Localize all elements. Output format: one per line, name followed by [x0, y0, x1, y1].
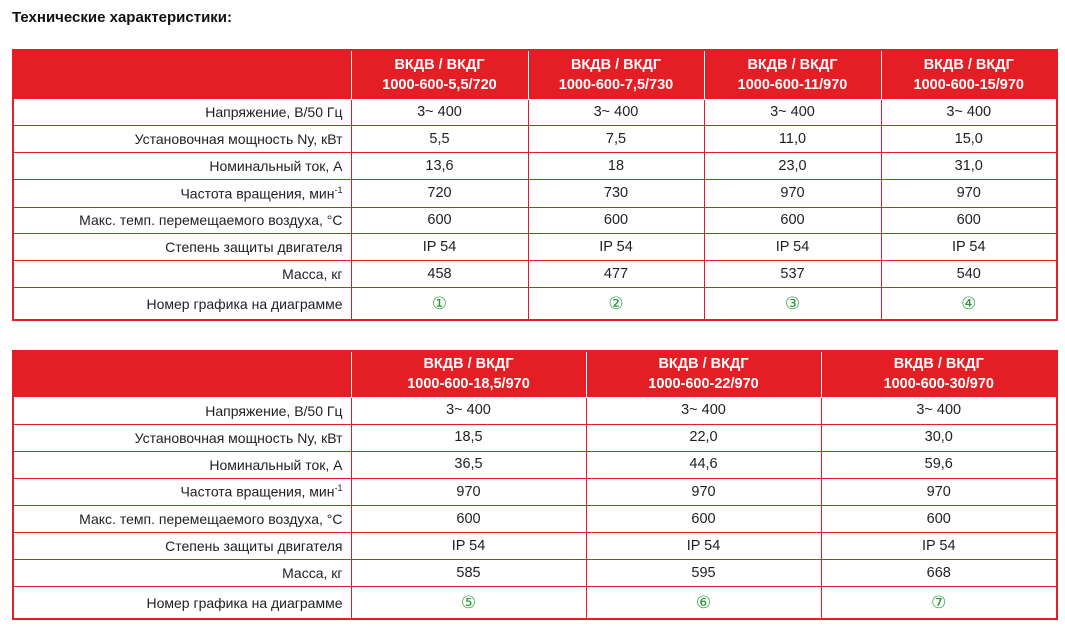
param-label: Номер графика на диаграмме [13, 587, 351, 619]
value-cell: IP 54 [704, 234, 881, 261]
param-label: Номер графика на диаграмме [13, 288, 351, 320]
param-label: Частота вращения, мин$^{-1}$ [13, 478, 351, 505]
row-current [13, 451, 1057, 478]
param-label: Макс. темп. перемещаемого воздуха, °C [13, 207, 351, 234]
header-corner-cell [13, 50, 351, 99]
value-cell: 600 [821, 505, 1057, 532]
value-cell: 3~ 400 [351, 397, 586, 424]
graph-number: ⑦ [821, 587, 1057, 619]
value-cell: 23,0 [704, 153, 881, 180]
row-current [13, 153, 1057, 180]
graph-number: ⑥ [586, 587, 821, 619]
rpm-superscript: -1 [334, 185, 343, 196]
param-label: Напряжение, В/50 Гц [13, 99, 351, 126]
graph-number: ③ [704, 288, 881, 320]
value-cell: 668 [821, 560, 1057, 587]
param-label: Макс. темп. перемещаемого воздуха, °C [13, 505, 351, 532]
graph-number: ② [528, 288, 704, 320]
rpm-superscript: -1 [334, 483, 343, 494]
header-row [13, 351, 1057, 397]
model-header: ВКДВ / ВКДГ 1000-600-15/970 [881, 50, 1057, 99]
value-cell: 600 [881, 207, 1057, 234]
graph-number: ⑤ [351, 587, 586, 619]
model-header: ВКДВ / ВКДГ 1000-600-18,5/970 [351, 351, 586, 397]
value-cell: IP 54 [351, 234, 528, 261]
value-cell: 11,0 [704, 126, 881, 153]
value-cell: 540 [881, 261, 1057, 288]
row-mass [13, 560, 1057, 587]
spec-table-2 [12, 350, 1058, 620]
value-cell: 44,6 [586, 451, 821, 478]
value-cell: 15,0 [881, 126, 1057, 153]
value-cell: 970 [351, 478, 586, 505]
value-cell: 600 [351, 207, 528, 234]
value-cell: 31,0 [881, 153, 1057, 180]
model-header: ВКДВ / ВКДГ 1000-600-30/970 [821, 351, 1057, 397]
value-cell: IP 54 [821, 533, 1057, 560]
row-max-temp [13, 505, 1057, 532]
graph-number: ① [351, 288, 528, 320]
model-header: ВКДВ / ВКДГ 1000-600-5,5/720 [351, 50, 528, 99]
param-label: Номинальный ток, А [13, 153, 351, 180]
value-cell: 3~ 400 [821, 397, 1057, 424]
value-cell: 3~ 400 [351, 99, 528, 126]
spec-table-1 [12, 49, 1058, 321]
value-cell: 3~ 400 [704, 99, 881, 126]
row-protection [13, 533, 1057, 560]
value-cell: 59,6 [821, 451, 1057, 478]
param-label: Степень защиты двигателя [13, 234, 351, 261]
graph-number: ④ [881, 288, 1057, 320]
header-corner-cell [13, 351, 351, 397]
value-cell: 5,5 [351, 126, 528, 153]
value-cell: 600 [704, 207, 881, 234]
row-protection [13, 234, 1057, 261]
value-cell: 600 [351, 505, 586, 532]
value-cell: IP 54 [351, 533, 586, 560]
row-power [13, 424, 1057, 451]
model-header: ВКДВ / ВКДГ 1000-600-7,5/730 [528, 50, 704, 99]
value-cell: 18,5 [351, 424, 586, 451]
row-rpm [13, 478, 1057, 505]
row-voltage [13, 99, 1057, 126]
model-header: ВКДВ / ВКДГ 1000-600-22/970 [586, 351, 821, 397]
param-label: Установочная мощность Ny, кВт [13, 424, 351, 451]
value-cell: 3~ 400 [528, 99, 704, 126]
param-label: Масса, кг [13, 560, 351, 587]
value-cell: IP 54 [586, 533, 821, 560]
value-cell: 36,5 [351, 451, 586, 478]
value-cell: 13,6 [351, 153, 528, 180]
param-label: Напряжение, В/50 Гц [13, 397, 351, 424]
row-graph-number [13, 288, 1057, 320]
value-cell: 537 [704, 261, 881, 288]
value-cell: 720 [351, 180, 528, 207]
header-row [13, 50, 1057, 99]
value-cell: 585 [351, 560, 586, 587]
value-cell: 595 [586, 560, 821, 587]
value-cell: 18 [528, 153, 704, 180]
value-cell: 970 [586, 478, 821, 505]
value-cell: 30,0 [821, 424, 1057, 451]
param-label: Частота вращения, мин$^{-1}$ [13, 180, 351, 207]
row-mass [13, 261, 1057, 288]
row-power [13, 126, 1057, 153]
param-label: Номинальный ток, А [13, 451, 351, 478]
row-graph-number [13, 587, 1057, 619]
param-label: Установочная мощность Ny, кВт [13, 126, 351, 153]
value-cell: IP 54 [881, 234, 1057, 261]
value-cell: 970 [704, 180, 881, 207]
value-cell: 22,0 [586, 424, 821, 451]
value-cell: IP 54 [528, 234, 704, 261]
value-cell: 730 [528, 180, 704, 207]
param-label: Масса, кг [13, 261, 351, 288]
param-label: Степень защиты двигателя [13, 533, 351, 560]
value-cell: 7,5 [528, 126, 704, 153]
value-cell: 600 [586, 505, 821, 532]
value-cell: 600 [528, 207, 704, 234]
model-header: ВКДВ / ВКДГ 1000-600-11/970 [704, 50, 881, 99]
page-title: Технические характеристики: [12, 9, 233, 26]
value-cell: 970 [881, 180, 1057, 207]
row-rpm [13, 180, 1057, 207]
row-voltage [13, 397, 1057, 424]
value-cell: 970 [821, 478, 1057, 505]
row-max-temp [13, 207, 1057, 234]
value-cell: 3~ 400 [586, 397, 821, 424]
value-cell: 458 [351, 261, 528, 288]
value-cell: 3~ 400 [881, 99, 1057, 126]
value-cell: 477 [528, 261, 704, 288]
